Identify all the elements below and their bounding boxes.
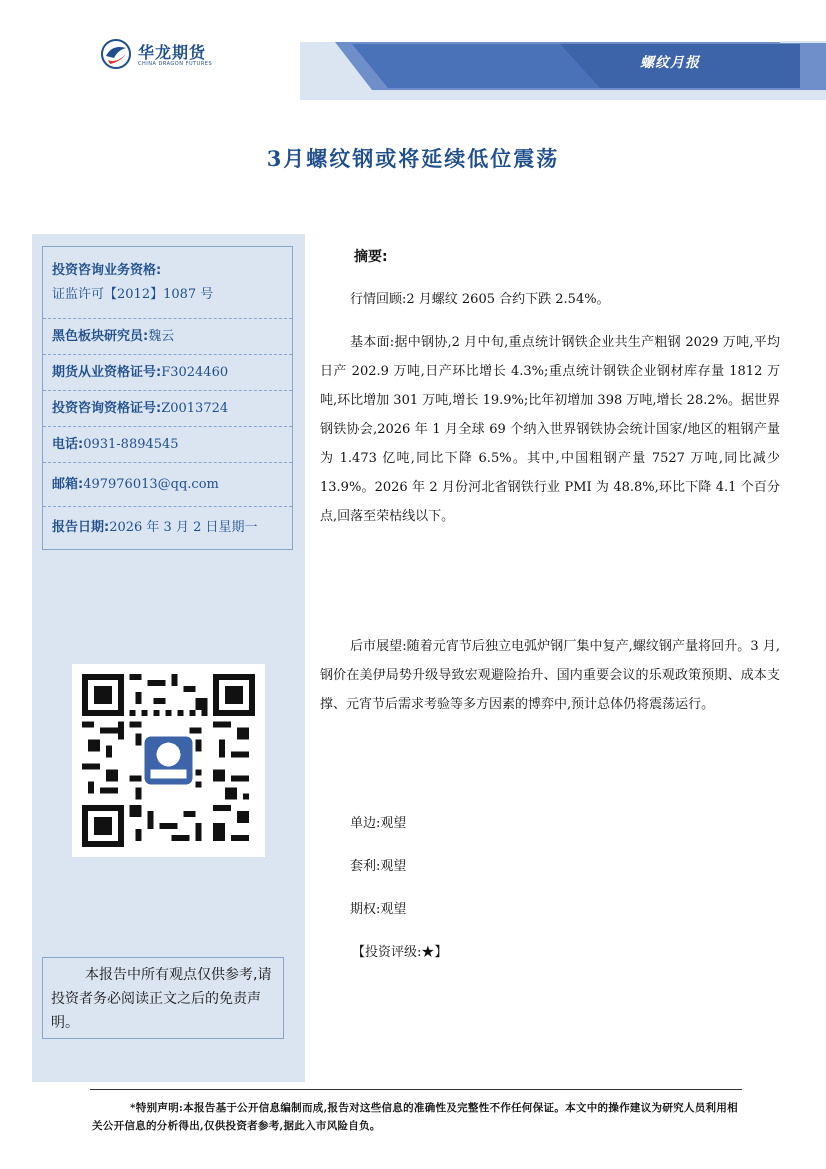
date-value: 2026 年 3 月 2 日星期一 (109, 520, 258, 535)
arbitrage-strategy: 套利:观望 (350, 859, 407, 874)
analyst-info-box (42, 246, 293, 550)
qr-code-icon (82, 674, 255, 847)
abstract-title: 摘要: (354, 249, 388, 265)
phone-value: 0931-8894545 (83, 437, 179, 452)
market-review-paragraph: 行情回顾:2 月螺纹 2605 合约下跌 2.54%。 (350, 292, 610, 307)
advisory-cert-row (43, 391, 292, 427)
options-strategy: 期权:观望 (350, 902, 407, 917)
phone-label: 电话: (52, 437, 84, 452)
advisory-cert-value: Z0013724 (161, 401, 229, 416)
report-type-label: 螺纹月报 (640, 55, 700, 71)
phone-row (43, 427, 292, 463)
researcher-row (43, 319, 292, 355)
date-label: 报告日期: (52, 520, 110, 535)
company-logo (100, 38, 240, 74)
qualification-row (43, 247, 292, 319)
qualification-value: 证监许可【2012】1087 号 (52, 287, 214, 302)
logo-english-name: CHINA DRAGON FUTURES (138, 61, 213, 67)
investment-rating: 【投资评级:★】 (352, 945, 448, 960)
futures-cert-value: F3024460 (161, 365, 229, 380)
futures-cert-row (43, 355, 292, 391)
page-title: 3月螺纹钢或将延续低位震荡 (266, 146, 560, 171)
researcher-label: 黑色板块研究员: (52, 329, 149, 344)
dragon-logo-icon (100, 38, 132, 70)
wechat-qr-code (72, 664, 265, 857)
fundamentals-paragraph: 基本面:据中钢协,2 月中旬,重点统计钢铁企业共生产粗钢 2029 万吨,平均日产 202.9 万吨,日产环比增长 4.3%;重点统计钢铁企业钢材库存量 1812 万吨,环比增加 301 万吨,增长 19.9%;比年初增加 398 万吨,增长 28.2%。据世界钢铁协会,2026 年 1 月全球 69 个纳入世界钢铁协会统计国家/地区的粗钢产量为 1.473 亿吨,同比下降 6.5%。其中,中国粗钢产量 7527 万吨,同比减少 13.9%。2026 年 2 月份河北省钢铁行业 PMI 为 48.8%,环比下降 4.1 个百分点,回落至荣枯线以下。 (320, 335, 780, 524)
researcher-value: 魏云 (148, 329, 175, 344)
advisory-cert-label: 投资咨询资格证号: (52, 401, 162, 416)
footer-divider (90, 1089, 742, 1090)
sidebar-disclaimer-text: 本报告中所有观点仅供参考,请投资者务必阅读正文之后的免责声明。 (51, 967, 272, 1031)
date-row (43, 507, 292, 549)
email-label: 邮箱: (52, 477, 84, 492)
special-statement: *特别声明:本报告基于公开信息编制而成,报告对这些信息的准确性及完整性不作任何保证。本文中的操作建议为研究人员利用相关公开信息的分析得出,仅供投资者参考,据此入市风险自负。 (92, 1102, 738, 1132)
qualification-label: 投资咨询业务资格: (52, 263, 162, 278)
logo-chinese-name: 华龙期货 (138, 43, 207, 62)
email-value[interactable]: 497976013@qq.com (83, 477, 219, 492)
sidebar-disclaimer (42, 957, 284, 1039)
futures-cert-label: 期货从业资格证号: (52, 365, 162, 380)
single-side-strategy: 单边:观望 (350, 816, 407, 831)
email-row (43, 463, 292, 507)
outlook-paragraph: 后市展望:随着元宵节后独立电弧炉钢厂集中复产,螺纹钢产量将回升。3 月,钢价在美伊局势升级导致宏观避险抬升、国内重要会议的乐观政策预期、成本支撑、元宵节后需求考验等多方因素的博弈中,预计总体仍将震荡运行。 (320, 639, 780, 712)
